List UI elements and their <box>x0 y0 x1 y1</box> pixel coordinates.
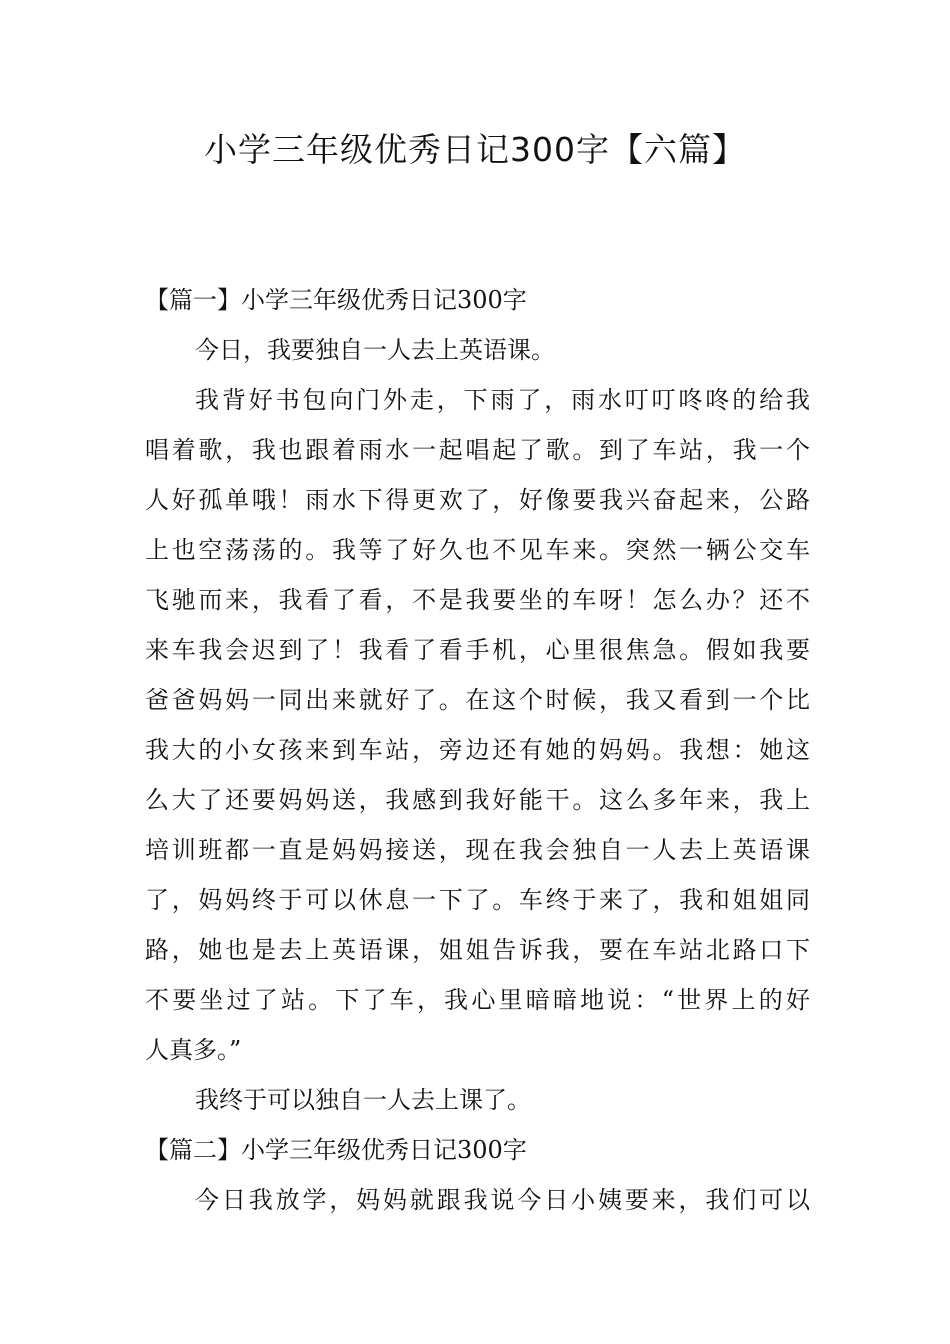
text-line: 我背好书包向门外走，下雨了，雨水叮叮咚咚的给我 <box>195 386 810 414</box>
text-line: 人真多。” <box>145 1036 242 1064</box>
document-body <box>145 275 810 1225</box>
text-line: 了，妈妈终于可以休息一下了。车终于来了，我和姐姐同 <box>145 886 810 914</box>
text-line: 人好孤单哦！雨水下得更欢了，好像要我兴奋起来，公路 <box>145 486 810 514</box>
text-line: 上也空荡荡的。我等了好久也不见车来。突然一辆公交车 <box>145 536 810 564</box>
text-line: 今日我放学，妈妈就跟我说今日小姨要来，我们可以 <box>195 1186 810 1214</box>
text-line: 爸爸妈妈一同出来就好了。在这个时候，我又看到一个比 <box>145 686 810 714</box>
text-line: 唱着歌，我也跟着雨水一起唱起了歌。到了车站，我一个 <box>145 436 810 464</box>
section-heading: 【篇二】小学三年级优秀日记300字 <box>145 1136 527 1164</box>
text-line: 么大了还要妈妈送，我感到我好能干。这么多年来，我上 <box>145 786 810 814</box>
text-line: 我终于可以独自一人去上课了。 <box>195 1086 531 1114</box>
text-line: 培训班都一直是妈妈接送，现在我会独自一人去上英语课 <box>145 836 810 864</box>
text-line: 来车我会迟到了！我看了看手机，心里很焦急。假如我要 <box>145 636 810 664</box>
text-line: 路，她也是去上英语课，姐姐告诉我，要在车站北路口下 <box>145 936 810 964</box>
text-line: 今日，我要独自一人去上英语课。 <box>195 336 555 364</box>
text-line: 我大的小女孩来到车站，旁边还有她的妈妈。我想：她这 <box>145 736 810 764</box>
text-line: 飞驰而来，我看了看，不是我要坐的车呀！怎么办？还不 <box>145 586 810 614</box>
document-title: 小学三年级优秀日记300字【六篇】 <box>204 130 746 169</box>
text-line: 不要坐过了站。下了车，我心里暗暗地说：“世界上的好 <box>145 986 810 1014</box>
section-heading: 【篇一】小学三年级优秀日记300字 <box>145 286 527 314</box>
